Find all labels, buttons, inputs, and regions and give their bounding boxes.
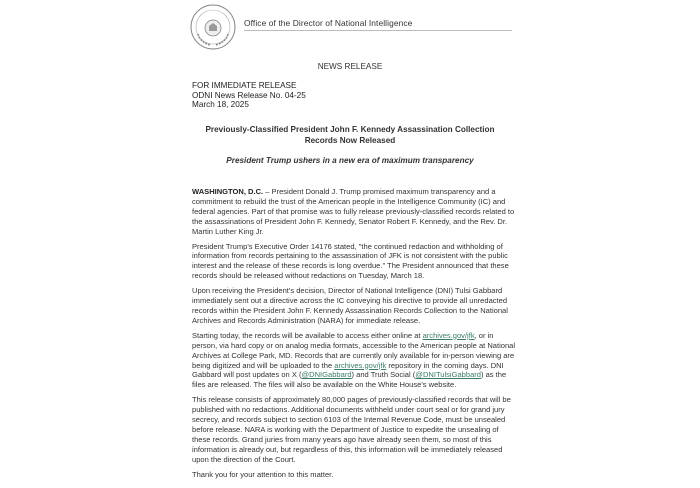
paragraph-5: This release consists of approximately 80,000 pages of previously-classified records that will be published with no redactions. Additional documents withheld under court seal or for grand jury secrecy, and records subject to section 6103 of the Internal Revenue Code, must be unsealed before release. NARA is working with the Department of Justice to expedite the unsealing of these records. Grand juries from many years ago have already seen them, so most of this information is already out, but regardless of this, this information will be immediately released upon the direction of the Court. [192,395,511,464]
office-name: Office of the Director of National Intelligence [244,18,413,28]
release-meta [192,81,306,110]
paragraph-4-text: repository in the coming days. DNI Gabbard will post updates on X ( [192,360,504,380]
release-number: ODNI News Release No. 04-25 [192,90,306,100]
paragraph-4-text: ) and Truth Social ( [351,370,416,380]
archives-link[interactable]: archives.gov/jfk [422,330,475,340]
paragraph-4-text: Starting today, the records will be available to access either online at [192,330,423,340]
release-subtitle: President Trump ushers in a new era of maximum transparency [226,156,474,165]
paragraph-4-text: ) as the files are released. The files will also be available on the White House's website. [192,370,507,390]
x-handle-link[interactable]: @DNIGabbard [301,370,352,380]
paragraph-3: Upon receiving the President's decision, Director of National Intelligence (DNI) Tulsi Gabbard immediately sent out a directive across the IC conveying his directive to provide all unredacted records within the President John F. Kennedy Assassination Records Collection to the National Archives and Records Administration (NARA) for immediate release. [192,286,508,325]
odni-seal-logo [190,4,236,50]
news-release-label: NEWS RELEASE [317,62,383,71]
paragraph-1 [192,187,516,237]
paragraph-2: President Trump's Executive Order 14176 stated, "the continued redaction and withholding of information from records pertaining to the assassination of JFK is not consistent with the public interest and the release of these records is long overdue." The President announced that these records should be released without redactions on Tuesday, March 18. [192,241,509,281]
closing-line: Thank you for your attention to this matter. [192,469,334,479]
release-status: FOR IMMEDIATE RELEASE [192,81,297,90]
truth-social-handle-link[interactable]: @DNITulsiGabbard [415,370,481,380]
paragraph-4 [192,331,516,390]
header-divider [244,30,512,31]
paragraph-4-text: , or in person, via hard copy or on analog media formats, accessible to the American people at National Archives at College Park, MD. Records that are currently only available for in-person viewing are being digitized and will be uploaded to the [192,330,516,370]
release-title: Previously-Classified President John F. Kennedy Assassination Collection Records Now Released [205,125,495,145]
paragraph-1-text: – President Donald J. Trump promised maximum transparency and a commitment to rebuild the trust of the American people in the Intelligence Community (IC) and federal agencies. Part of that promise was to fully release previously-classified records related to the assassinations of President John F. Kennedy, Senator Robert F. Kennedy, and the Rev. Dr. Martin Luther King Jr. [192,187,515,236]
archives-repository-link[interactable]: archives.gov/jfk [334,360,387,370]
release-body [192,187,516,484]
release-date: March 18, 2025 [192,100,249,109]
dateline: WASHINGTON, D.C. [192,187,264,196]
